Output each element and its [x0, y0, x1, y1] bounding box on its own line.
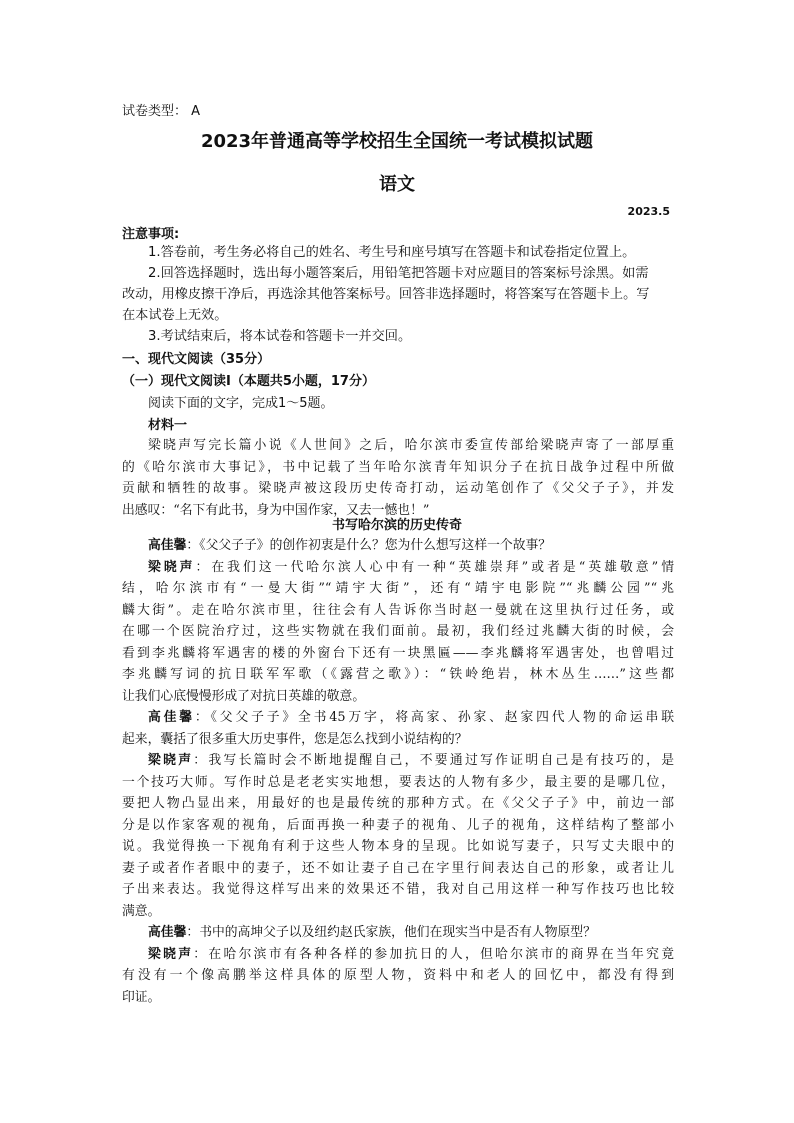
- notice-item-2-line-2: 改动，用橡皮擦干净后，再选涂其他答案标号。回答非选择题时，将答案写在答题卡上。写: [122, 287, 650, 302]
- notice-item-2-line-3: 在本试卷上无效。: [122, 308, 228, 323]
- notice-heading: 注意事项:: [122, 227, 180, 242]
- answer-line: 说。我觉得换一下视角有利于这些人物本身的呈现。比如说写妻子，只写丈夫眼中的: [122, 839, 674, 854]
- speaker-name: 高佳馨: [148, 538, 187, 553]
- speaker-name: 梁晓声: [148, 753, 194, 768]
- answer-line: 子出来表达。我觉得这样写出来的效果还不错，我对自己用这样一种写作技巧也比较: [122, 882, 674, 897]
- question-text: ：《父父子子》的创作初衷是什么？您为什么想写这样一个故事？: [186, 538, 552, 553]
- notice-item-2-line-1: 2.回答选择题时，选出每小题答案后，用铅笔把答题卡对应题目的答案标号涂黑。如需: [148, 266, 649, 281]
- answer-line: 一个技巧大师。写作时总是老老实实地想，要表达的人物有多少，最主要的是哪几位，: [122, 774, 674, 790]
- question-line: [122, 707, 674, 729]
- interview-question-1: [122, 535, 674, 557]
- article-title: 书写哈尔滨的历史传奇: [331, 518, 462, 533]
- answer-text: ：我写长篇时会不断地提醒自己，不要通过写作证明自己是有技巧的，是: [193, 753, 674, 768]
- answer-line: [122, 944, 674, 966]
- answer-text: ：在哈尔滨市有各种各样的参加抗日的人，但哈尔滨市的商界在当年究竟: [193, 946, 674, 962]
- speaker-name: 梁晓声: [148, 946, 194, 962]
- answer-line: 妻子或者作者眼中的妻子，还不如让妻子自己在字里行间表达自己的形象，或者让儿: [122, 860, 674, 876]
- question-line: [122, 922, 674, 944]
- answer-line: 结，哈尔滨市有“一曼大街”“靖宇大街”，还有“靖宇电影院”“兆麟公园”“兆: [122, 581, 674, 596]
- answer-line: 在哪一个医院治疗过，这些实物就在我们面前。最初，我们经过兆麟大街的时候，会: [122, 624, 674, 639]
- answer-line: 分是以作家客观的视角，后面再换一种妻子的视角、儿子的视角，这样结构了整部小: [122, 817, 674, 833]
- speaker-name: 梁晓声: [148, 559, 196, 575]
- intro-line: 贡献和牺牲的故事。梁晓声被这段历史传奇打动，运动笔创作了《父父子子》，并发: [122, 481, 674, 496]
- answer-line: 李兆麟写词的抗日联军军歌（《露营之歌》）：“铁岭绝岩，林木丛生……”这些都: [122, 667, 674, 682]
- exam-date: 2023.5: [627, 205, 670, 218]
- answer-text: ：在我们这一代哈尔滨人心中有一种“英雄崇拜”或者是“英雄敬意”情: [195, 559, 674, 575]
- answer-line: 满意。: [122, 903, 161, 919]
- question-line: 起来，囊括了很多重大历史事件，您是怎么找到小说结构的？: [122, 731, 468, 747]
- subsection-heading: （一）现代文阅读Ⅰ（本题共5小题，17分）: [122, 374, 375, 389]
- notice-list: [122, 242, 674, 347]
- answer-line: 要把人物凸显出来，用最好的也是最传统的那种方式。在《父父子子》中，前边一部: [122, 796, 674, 811]
- answer-line: 看到李兆麟将军遇害的楼的外窗台下还有一块黑匾——李兆麟将军遇害处，也曾唱过: [122, 645, 674, 661]
- answer-line: 让我们心底慢慢形成了对抗日英雄的敬意。: [122, 688, 366, 704]
- intro-line: 的《哈尔滨市大事记》，书中记载了当年哈尔滨青年知识分子在抗日战争过程中所做: [122, 459, 674, 475]
- speaker-name: 高佳馨: [148, 710, 195, 725]
- answer-line: 麟大街”。走在哈尔滨市里，往往会有人告诉你当时赵一曼就在这里执行过任务，或: [122, 602, 674, 618]
- answer-line: 印证。: [122, 989, 161, 1005]
- material-label: 材料一: [148, 418, 188, 433]
- notice-item-3: 3.考试结束后，将本试卷和答题卡一并交回。: [148, 329, 412, 344]
- section-heading: 一、现代文阅读（35分）: [122, 352, 271, 367]
- intro-line: 出感叹：“名下有此书，身为中国作家，又去一憾也！”: [122, 502, 430, 518]
- notice-item-1: 1.答卷前，考生务必将自己的姓名、考生号和座号填写在答题卡和试卷指定位置上。: [148, 245, 636, 260]
- speaker-name: 高佳馨: [148, 925, 187, 940]
- subject-title: 语文: [379, 174, 415, 195]
- intro-paragraph: [122, 435, 674, 521]
- answer-line: [122, 750, 674, 772]
- reading-instruction: 阅读下面的文字，完成1～5题。: [148, 396, 334, 411]
- intro-line: 梁晓声写完长篇小说《人世间》之后，哈尔滨市委宣传部给梁晓声寄了一部厚重: [148, 438, 674, 453]
- question-text: ：书中的高坤父子以及纽约赵氏家族，他们在现实当中是否有人物原型？: [186, 925, 596, 940]
- paper-type-label: 试卷类型： A: [122, 104, 201, 119]
- answer-line: [122, 557, 674, 579]
- question-text: ：《父父子子》全书45万字，将高家、孙家、赵家四代人物的命运串联: [194, 710, 674, 725]
- exam-title: 2023年普通高等学校招生全国统一考试模拟试题: [200, 131, 594, 152]
- answer-line: 有没有一个像高鹏举这样具体的原型人物，资料中和老人的回忆中，都没有得到: [122, 968, 674, 983]
- interview-body: [122, 535, 674, 1008]
